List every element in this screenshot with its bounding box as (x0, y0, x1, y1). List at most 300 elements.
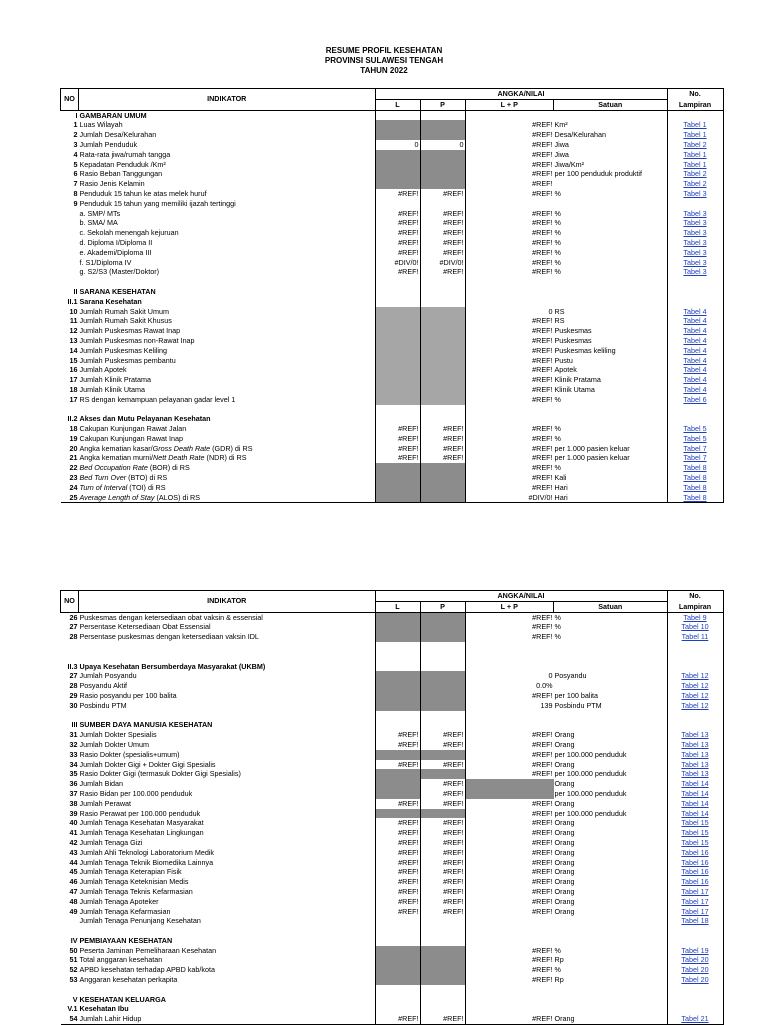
cell-p: #REF! (420, 760, 465, 770)
cell-no: 4 (73, 149, 78, 159)
cell-satuan: Hari (554, 483, 668, 493)
cell-lampiran (667, 493, 723, 503)
cell-lampiran (667, 995, 723, 1005)
cell-indikator: Bed Occupation Rate (BOR) di RS (79, 463, 376, 473)
lampiran-link[interactable]: Tabel 14 (681, 798, 709, 808)
cell-satuan: Orang (554, 799, 668, 809)
lampiran-link[interactable]: Tabel 3 (683, 257, 707, 267)
cell-no: 35 (69, 769, 78, 779)
cell-l: #REF! (375, 248, 420, 258)
cell-no: 53 (69, 975, 78, 985)
cell-no: 17 (69, 375, 78, 385)
lampiran-link[interactable]: Tabel 8 (683, 492, 707, 502)
cell-satuan: Orang (554, 760, 668, 770)
cell-lp: #REF! (532, 828, 553, 838)
lampiran-link[interactable]: Tabel 4 (683, 365, 707, 375)
cell-p (420, 385, 465, 395)
cell-lampiran (667, 711, 723, 721)
cell-satuan: Orang (554, 1014, 668, 1024)
cell-satuan: % (554, 258, 668, 268)
cell-l (375, 965, 420, 975)
lampiran-link[interactable]: Tabel 16 (681, 847, 709, 857)
lampiran-link[interactable]: Tabel 15 (681, 828, 709, 838)
cell-no (61, 916, 79, 926)
lampiran-link[interactable]: Tabel 12 (681, 700, 709, 710)
lampiran-link[interactable]: Tabel 14 (681, 788, 709, 798)
lampiran-link[interactable]: Tabel 15 (681, 837, 709, 847)
cell-lp: #REF! (532, 463, 553, 473)
cell-l: #REF! (375, 887, 420, 897)
cell-indikator: Angka kematian murni/Nett Death Rate (NDR) di RS (79, 453, 376, 463)
cell-satuan (554, 287, 668, 297)
lampiran-link[interactable]: Tabel 5 (683, 433, 707, 443)
cell-indikator: Jumlah Klinik Pratama (79, 375, 376, 385)
lampiran-link[interactable]: Tabel 3 (683, 188, 707, 198)
cell-indikator: SARANA KESEHATAN (79, 287, 376, 297)
lampiran-link[interactable]: Tabel 4 (683, 375, 707, 385)
cell-p (420, 297, 465, 307)
cell-lp (465, 277, 554, 287)
header-indikator: INDIKATOR (79, 89, 376, 111)
lampiran-link[interactable]: Tabel 6 (683, 394, 707, 404)
cell-indikator: Total anggaran kesehatan (79, 955, 376, 965)
cell-indikator: Jumlah Puskesmas pembantu (79, 356, 376, 366)
cell-p: #REF! (420, 779, 465, 789)
lampiran-link[interactable]: Tabel 16 (681, 867, 709, 877)
cell-p (420, 916, 465, 926)
table-row (61, 444, 724, 454)
cell-p (420, 965, 465, 975)
cell-no: 28 (69, 632, 78, 642)
cell-lp: #REF! (532, 453, 553, 463)
lampiran-link[interactable]: Tabel 10 (681, 622, 709, 632)
cell-l (375, 356, 420, 366)
cell-lampiran (667, 130, 723, 140)
indicator-table-page-1 (60, 88, 724, 503)
cell-indikator: Rata-rata jiwa/rumah tangga (79, 150, 376, 160)
lampiran-link[interactable]: Tabel 4 (683, 384, 707, 394)
cell-lp: #REF! (532, 473, 553, 483)
lampiran-link[interactable]: Tabel 17 (681, 896, 709, 906)
lampiran-link[interactable]: Tabel 18 (681, 916, 709, 926)
lampiran-link[interactable]: Tabel 12 (681, 690, 709, 700)
cell-lampiran (667, 671, 723, 681)
lampiran-link[interactable]: Tabel 4 (683, 306, 707, 316)
cell-p (420, 671, 465, 681)
cell-l: #REF! (375, 218, 420, 228)
lampiran-link[interactable]: Tabel 20 (681, 955, 709, 965)
cell-lampiran (667, 985, 723, 995)
cell-no (61, 711, 79, 721)
cell-l (375, 926, 420, 936)
cell-satuan: Posyandu (554, 671, 668, 681)
lampiran-link[interactable]: Tabel 16 (681, 857, 709, 867)
cell-lp (465, 936, 554, 946)
cell-lampiran (667, 218, 723, 228)
cell-lp: #REF! (532, 857, 553, 867)
table-row (61, 622, 724, 632)
cell-satuan: % (554, 228, 668, 238)
cell-l (375, 946, 420, 956)
lampiran-link[interactable]: Tabel 8 (683, 482, 707, 492)
table-row (61, 671, 724, 681)
cell-lampiran (667, 385, 723, 395)
lampiran-link[interactable]: Tabel 2 (683, 139, 707, 149)
table-row (61, 828, 724, 838)
cell-p (420, 199, 465, 209)
cell-satuan: Orang (554, 907, 668, 917)
cell-lp: #REF! (532, 443, 553, 453)
cell-lp: #REF! (532, 228, 553, 238)
cell-p (420, 130, 465, 140)
cell-lp (465, 720, 554, 730)
table-row (61, 877, 724, 887)
cell-l (375, 169, 420, 179)
lampiran-link[interactable]: Tabel 8 (683, 473, 707, 483)
cell-p (420, 473, 465, 483)
cell-l: #REF! (375, 444, 420, 454)
table-row (61, 473, 724, 483)
table-row (61, 356, 724, 366)
cell-lp: #REF! (532, 945, 553, 955)
cell-indikator: Jumlah Puskesmas Keliling (79, 346, 376, 356)
table-row (61, 336, 724, 346)
cell-indikator: b. SMA/ MA (79, 218, 376, 228)
lampiran-link[interactable]: Tabel 13 (681, 749, 709, 759)
cell-no: III (71, 720, 78, 730)
table-row (61, 632, 724, 642)
cell-no: 42 (69, 837, 78, 847)
cell-l (375, 809, 420, 819)
cell-satuan: per 100.000 penduduk (554, 750, 668, 760)
cell-satuan: Apotek (554, 365, 668, 375)
cell-lampiran (667, 434, 723, 444)
cell-lp (465, 916, 554, 926)
lampiran-link[interactable]: Tabel 4 (683, 345, 707, 355)
table-row (61, 897, 724, 907)
cell-indikator: Peserta Jaminan Pemeliharaan Kesehatan (79, 946, 376, 956)
cell-p (420, 160, 465, 170)
cell-lp: #REF! (532, 690, 553, 700)
cell-p (420, 120, 465, 130)
cell-satuan (554, 110, 668, 120)
cell-no: 39 (69, 808, 78, 818)
cell-no: 12 (69, 326, 78, 336)
lampiran-link[interactable]: Tabel 8 (683, 463, 707, 473)
cell-satuan: Orang (554, 887, 668, 897)
header-satuan: Satuan (554, 601, 668, 612)
cell-lampiran (667, 228, 723, 238)
cell-indikator: Rasio Beban Tanggungan (79, 169, 376, 179)
table-row (61, 946, 724, 956)
cell-satuan: Orang (554, 818, 668, 828)
cell-l (375, 779, 420, 789)
cell-l (375, 130, 420, 140)
lampiran-link[interactable]: Tabel 5 (683, 424, 707, 434)
cell-no: 28 (69, 681, 78, 691)
cell-lp: #REF! (532, 975, 553, 985)
cell-lampiran (667, 248, 723, 258)
cell-lp: #REF! (532, 965, 553, 975)
cell-p (420, 179, 465, 189)
cell-indikator: Jumlah Tenaga Gizi (79, 838, 376, 848)
cell-p (420, 316, 465, 326)
cell-lampiran (667, 760, 723, 770)
cell-no (61, 228, 79, 238)
cell-p: #REF! (420, 867, 465, 877)
cell-indikator: Jumlah Rumah Sakit Umum (79, 307, 376, 317)
table-row (61, 740, 724, 750)
cell-p (420, 414, 465, 424)
cell-indikator (79, 711, 376, 721)
lampiran-link[interactable]: Tabel 3 (683, 267, 707, 277)
cell-lampiran (667, 975, 723, 985)
cell-lampiran (667, 160, 723, 170)
cell-lampiran (667, 779, 723, 789)
lampiran-link[interactable]: Tabel 3 (683, 228, 707, 238)
spacer-row (61, 652, 724, 662)
header-indikator: INDIKATOR (79, 591, 376, 613)
cell-no: 36 (69, 779, 78, 789)
cell-satuan: Km² (554, 120, 668, 130)
table-row (61, 701, 724, 711)
cell-p (420, 701, 465, 711)
cell-lp: #REF! (532, 955, 553, 965)
cell-indikator: Rasio Dokter Gigi (termasuk Dokter Gigi Spesialis) (79, 769, 376, 779)
cell-indikator: Upaya Kesehatan Bersumberdaya Masyarakat (UKBM) (79, 662, 376, 672)
cell-lampiran (667, 916, 723, 926)
lampiran-link[interactable]: Tabel 2 (683, 179, 707, 189)
spacer-row (61, 405, 724, 415)
cell-indikator: Jumlah Desa/Kelurahan (79, 130, 376, 140)
lampiran-link[interactable]: Tabel 1 (683, 130, 707, 140)
cell-lp: 139 (540, 700, 553, 710)
cell-l: #REF! (375, 907, 420, 917)
table-row (61, 887, 724, 897)
cell-lampiran (667, 346, 723, 356)
lampiran-link[interactable]: Tabel 1 (683, 149, 707, 159)
cell-lampiran (667, 789, 723, 799)
indicator-table-page-2 (60, 590, 724, 1025)
lampiran-link[interactable]: Tabel 1 (683, 159, 707, 169)
cell-l (375, 150, 420, 160)
cell-p (420, 1004, 465, 1014)
lampiran-link[interactable]: Tabel 16 (681, 877, 709, 887)
lampiran-link[interactable]: Tabel 3 (683, 218, 707, 228)
cell-l: #REF! (375, 858, 420, 868)
lampiran-link[interactable]: Tabel 4 (683, 335, 707, 345)
lampiran-link[interactable]: Tabel 13 (681, 769, 709, 779)
cell-lampiran (667, 424, 723, 434)
cell-indikator: Jumlah Tenaga Kefarmasian (79, 907, 376, 917)
lampiran-link[interactable]: Tabel 3 (683, 208, 707, 218)
cell-p: #REF! (420, 828, 465, 838)
cell-no: 6 (73, 169, 78, 179)
cell-lp (465, 199, 554, 209)
lampiran-link[interactable]: Tabel 9 (683, 612, 707, 622)
cell-no: 16 (69, 365, 78, 375)
table-row (61, 248, 724, 258)
lampiran-link[interactable]: Tabel 17 (681, 886, 709, 896)
cell-indikator: Kesehatan Ibu (79, 1004, 376, 1014)
cell-indikator: Jumlah Ahli Teknologi Laboratorium Medik (79, 848, 376, 858)
cell-l: #REF! (375, 877, 420, 887)
cell-lampiran (667, 258, 723, 268)
cell-lampiran (667, 297, 723, 307)
cell-satuan: Orang (554, 858, 668, 868)
lampiran-link[interactable]: Tabel 13 (681, 739, 709, 749)
cell-no: 18 (69, 384, 78, 394)
cell-lampiran (667, 169, 723, 179)
cell-lampiran (667, 887, 723, 897)
cell-l: #REF! (375, 453, 420, 463)
section-row (61, 110, 724, 120)
table-row (61, 760, 724, 770)
lampiran-link[interactable]: Tabel 14 (681, 779, 709, 789)
cell-satuan: Jiwa (554, 140, 668, 150)
lampiran-link[interactable]: Tabel 13 (681, 759, 709, 769)
table-row (61, 199, 724, 209)
lampiran-link[interactable]: Tabel 21 (681, 1014, 709, 1024)
cell-lampiran (667, 858, 723, 868)
cell-lampiran (667, 120, 723, 130)
cell-satuan (554, 297, 668, 307)
lampiran-link[interactable]: Tabel 20 (681, 975, 709, 985)
cell-l (375, 662, 420, 672)
cell-satuan: Orang (554, 877, 668, 887)
cell-lp (465, 405, 554, 415)
lampiran-link[interactable]: Tabel 12 (681, 671, 709, 681)
cell-indikator: Sarana Kesehatan (79, 297, 376, 307)
lampiran-link[interactable]: Tabel 15 (681, 818, 709, 828)
cell-no: II.2 (67, 414, 78, 424)
table-row (61, 453, 724, 463)
lampiran-link[interactable]: Tabel 17 (681, 906, 709, 916)
table-row (61, 916, 724, 926)
cell-satuan: Puskesmas keliling (554, 346, 668, 356)
header-l: L (375, 99, 420, 110)
lampiran-link[interactable]: Tabel 4 (683, 326, 707, 336)
lampiran-link[interactable]: Tabel 20 (681, 965, 709, 975)
cell-no: 46 (69, 877, 78, 887)
cell-lp: #REF! (532, 622, 553, 632)
cell-lampiran (667, 720, 723, 730)
lampiran-link[interactable]: Tabel 19 (681, 945, 709, 955)
cell-indikator: Jumlah Tenaga Penunjang Kesehatan (79, 916, 376, 926)
cell-l (375, 916, 420, 926)
table-row (61, 858, 724, 868)
table-row (61, 218, 724, 228)
cell-lampiran (667, 691, 723, 701)
table-row (61, 346, 724, 356)
cell-no (61, 248, 79, 258)
lampiran-link[interactable]: Tabel 2 (683, 169, 707, 179)
cell-indikator: Posbindu PTM (79, 701, 376, 711)
cell-satuan (554, 662, 668, 672)
cell-satuan: Puskesmas (554, 326, 668, 336)
cell-no: V.1 (67, 1004, 78, 1014)
lampiran-link[interactable]: Tabel 4 (683, 316, 707, 326)
table-row (61, 463, 724, 473)
cell-satuan (554, 199, 668, 209)
cell-p (420, 946, 465, 956)
cell-lp: #REF! (532, 149, 553, 159)
cell-lampiran (667, 867, 723, 877)
lampiran-link[interactable]: Tabel 7 (683, 443, 707, 453)
cell-satuan: RS (554, 316, 668, 326)
cell-lp: #REF! (532, 847, 553, 857)
table-row (61, 907, 724, 917)
cell-lp: #REF! (532, 375, 553, 385)
cell-lp: #REF! (532, 759, 553, 769)
cell-indikator: Anggaran kesehatan perkapita (79, 975, 376, 985)
cell-lampiran (667, 818, 723, 828)
cell-lp: 0 (548, 306, 553, 316)
cell-no: 43 (69, 847, 78, 857)
lampiran-link[interactable]: Tabel 3 (683, 237, 707, 247)
lampiran-link[interactable]: Tabel 1 (683, 120, 707, 130)
cell-lp: #REF! (532, 906, 553, 916)
title-line-2: PROVINSI SULAWESI TENGAH (324, 56, 444, 65)
cell-satuan: % (554, 218, 668, 228)
cell-lp (465, 985, 554, 995)
cell-p (420, 150, 465, 160)
lampiran-link[interactable]: Tabel 3 (683, 247, 707, 257)
cell-p: #REF! (420, 248, 465, 258)
cell-satuan: Rp (554, 975, 668, 985)
cell-l (375, 375, 420, 385)
lampiran-link[interactable]: Tabel 14 (681, 808, 709, 818)
cell-no: 5 (73, 159, 78, 169)
cell-lp: #REF! (532, 749, 553, 759)
cell-no: 3 (73, 139, 78, 149)
cell-no: 38 (69, 798, 78, 808)
cell-lampiran (667, 287, 723, 297)
cell-no: 54 (61, 1014, 79, 1024)
cell-p (420, 622, 465, 632)
cell-lampiran (667, 199, 723, 209)
lampiran-link[interactable]: Tabel 7 (683, 453, 707, 463)
cell-p (420, 809, 465, 819)
cell-satuan: Orang (554, 897, 668, 907)
table-row (61, 681, 724, 691)
cell-indikator: Jumlah Tenaga Keteknisian Medis (79, 877, 376, 887)
cell-satuan: RS (554, 307, 668, 317)
cell-l (375, 405, 420, 415)
cell-satuan (554, 414, 668, 424)
cell-indikator: Jumlah Puskesmas non-Rawat Inap (79, 336, 376, 346)
header-lampiran-no: No. (667, 89, 723, 100)
cell-p: #REF! (420, 740, 465, 750)
cell-no: II (73, 286, 78, 296)
lampiran-link[interactable]: Tabel 12 (681, 681, 709, 691)
cell-p (420, 632, 465, 642)
cell-p: #REF! (420, 838, 465, 848)
lampiran-link[interactable]: Tabel 13 (681, 730, 709, 740)
cell-lampiran (667, 946, 723, 956)
header-angka-nilai: ANGKA/NILAI (375, 591, 667, 602)
cell-lp: #REF! (532, 237, 553, 247)
cell-lp: #REF! (532, 632, 553, 642)
cell-satuan: per 100.000 penduduk (554, 789, 668, 799)
cell-p (420, 612, 465, 622)
cell-indikator: Rasio Dokter (spesialis+umum) (79, 750, 376, 760)
cell-satuan (554, 711, 668, 721)
cell-l: #REF! (375, 434, 420, 444)
cell-lampiran (667, 799, 723, 809)
lampiran-link[interactable]: Tabel 4 (683, 355, 707, 365)
lampiran-link[interactable]: Tabel 11 (681, 632, 709, 642)
